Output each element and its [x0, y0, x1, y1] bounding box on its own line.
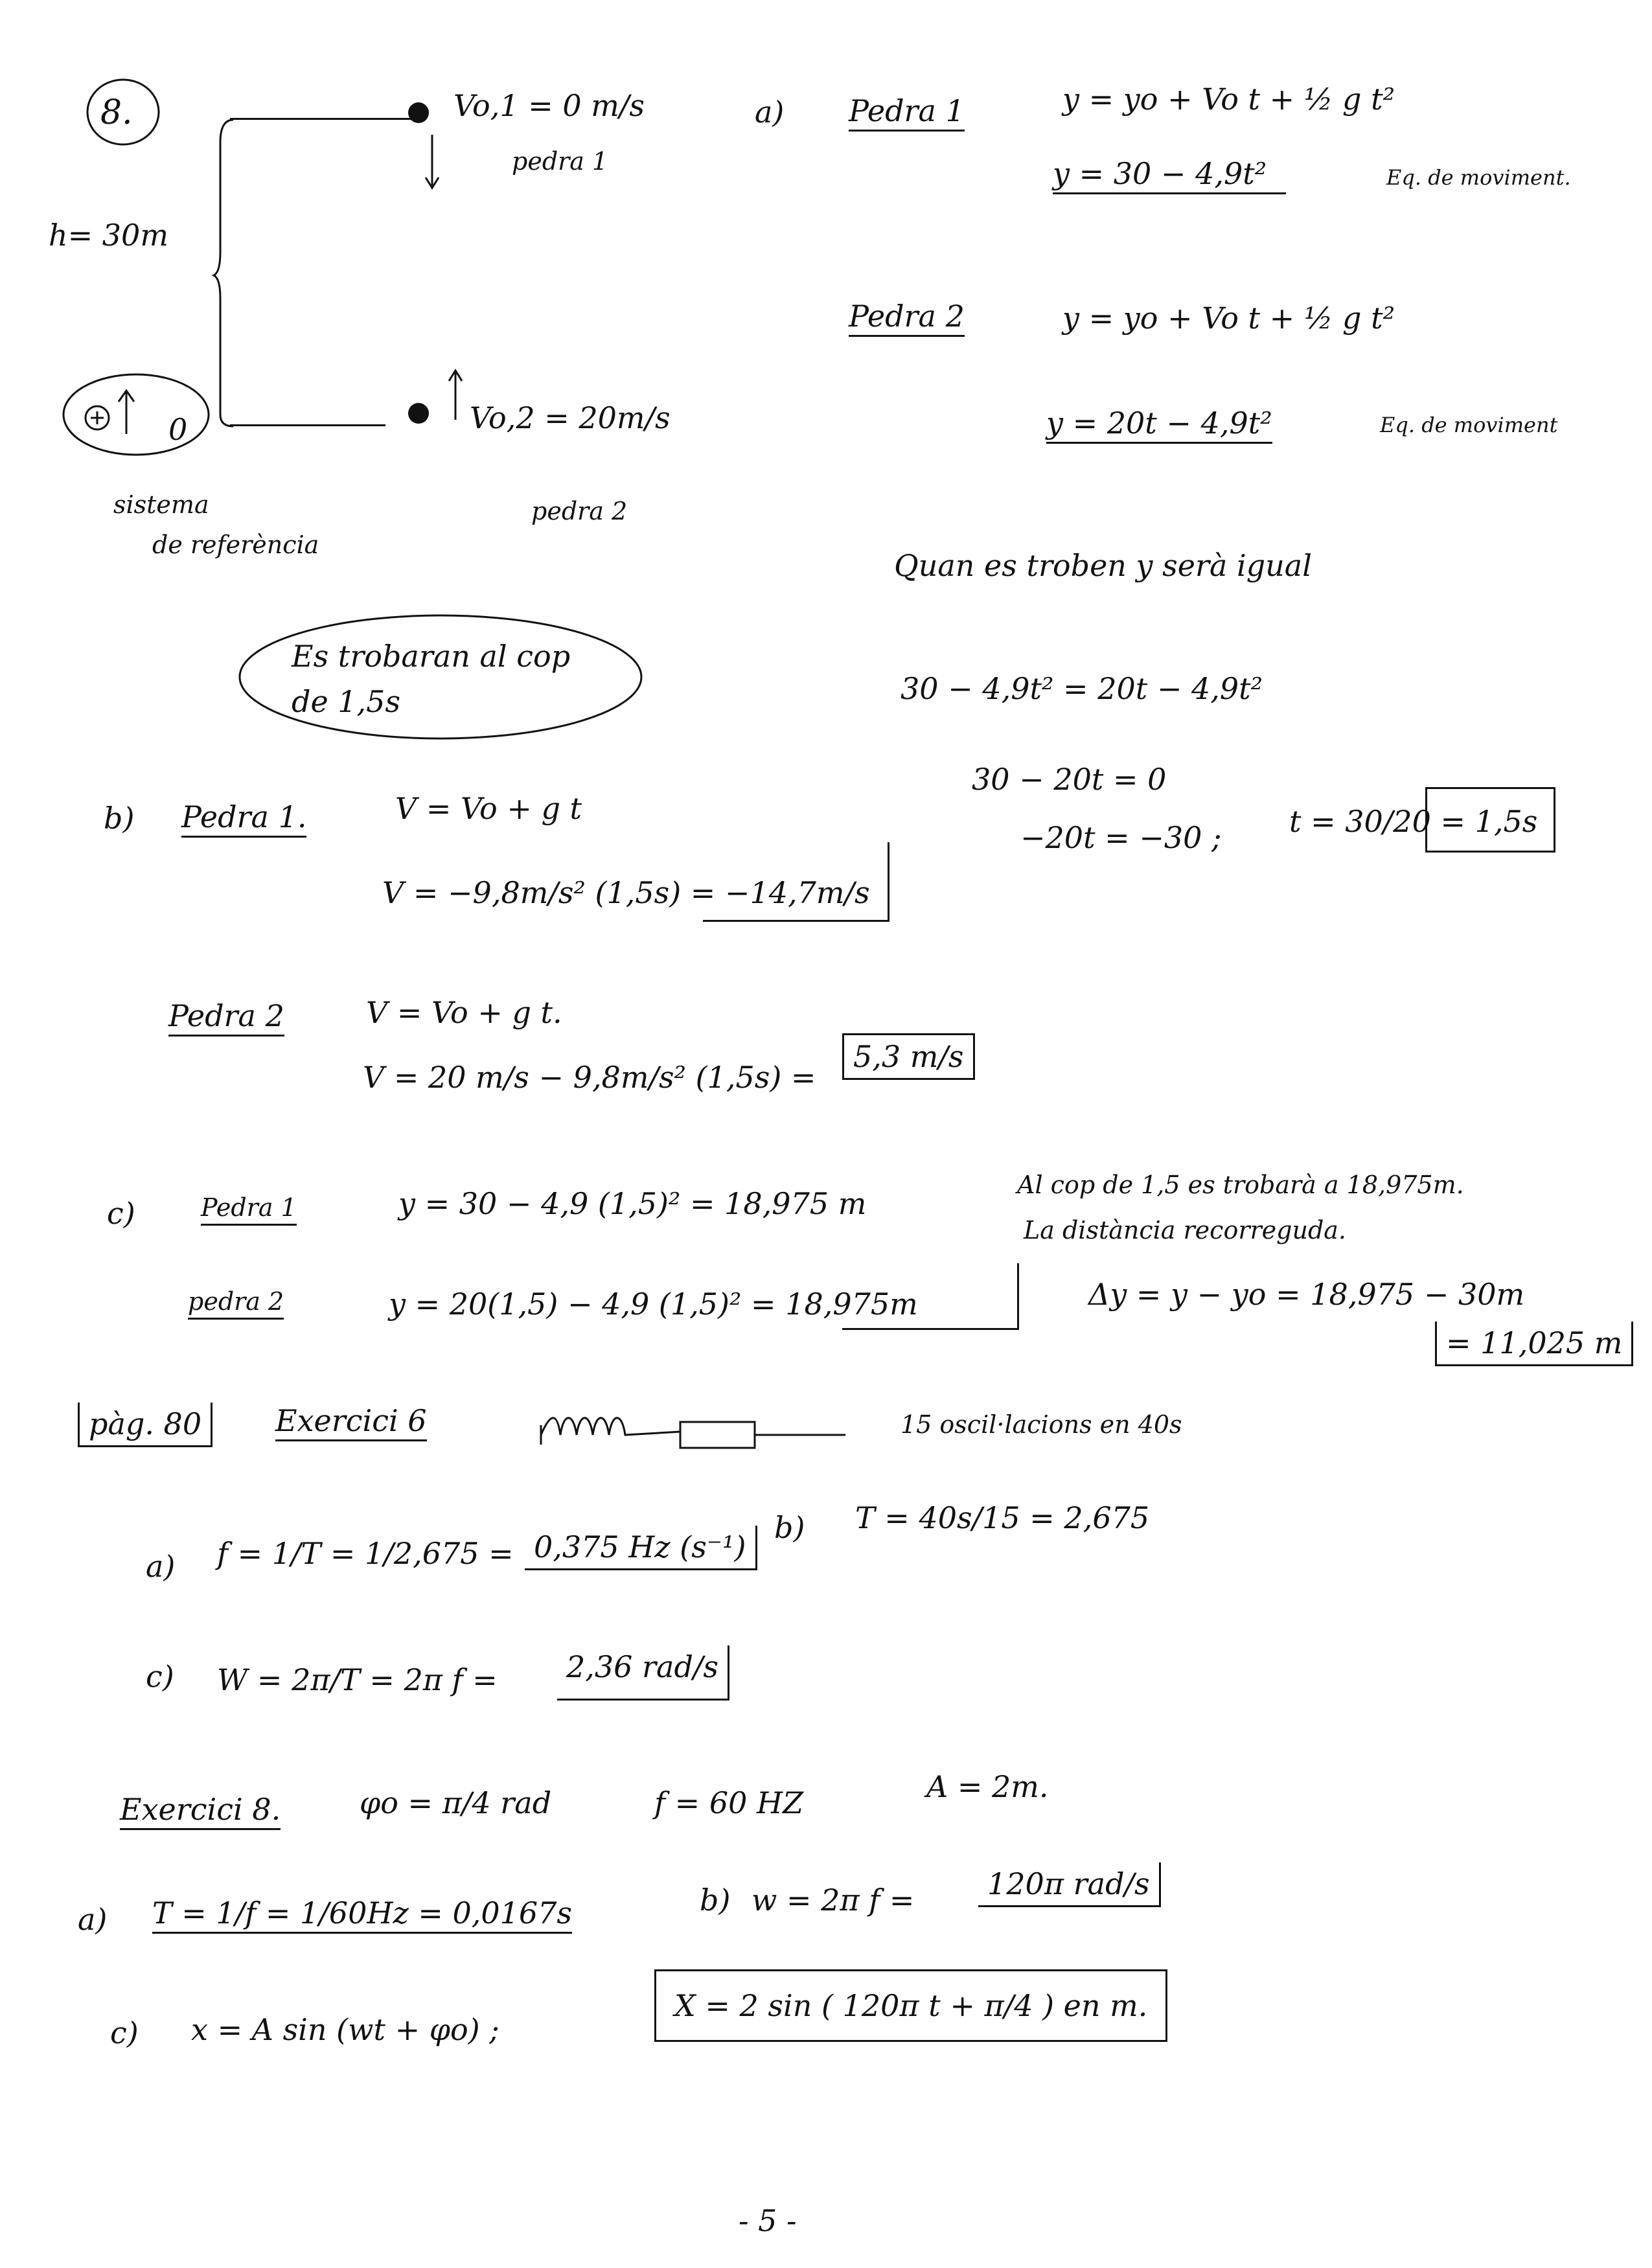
exercise-6-a-calc: f = 1/T = 1/2,675 = [217, 1536, 514, 1571]
problem-number-label: 8. [100, 93, 133, 132]
part-a-time-result-box [1425, 787, 1555, 853]
reference-system-line2: de referència [152, 531, 319, 559]
part-b-stone1-formula: V = Vo + g t [395, 791, 582, 826]
page-number: - 5 - [739, 2203, 797, 2238]
part-b-stone2-result: 5,3 m/s [842, 1033, 975, 1080]
exercise-6-a-result: 0,375 Hz (s⁻¹) [525, 1526, 757, 1570]
spring-mass-icon [541, 1412, 787, 1458]
part-b-stone1-title: Pedra 1. [181, 802, 306, 838]
page-reference: pàg. 80 [78, 1403, 212, 1447]
part-a-equation-3: −20t = −30 ; [1020, 820, 1222, 855]
part-a-equation-2: 30 − 20t = 0 [972, 762, 1167, 797]
exercise-8-b-letter: b) [700, 1883, 731, 1918]
exercise-8-frequency: f = 60 HZ [654, 1785, 804, 1820]
part-c-stone1-note-line2: La distància recorreguda. [1024, 1216, 1347, 1244]
part-c-delta: Δy = y − yo = 18,975 − 30m [1088, 1277, 1525, 1312]
exercise-8-a-letter: a) [78, 1902, 108, 1937]
part-b-stone2-title: Pedra 2 [168, 1001, 284, 1037]
part-b-stone2-calc: V = 20 m/s − 9,8m/s² (1,5s) = [363, 1060, 816, 1095]
reference-system-circle [62, 372, 211, 457]
exercise-6-c-result: 2,36 rad/s [557, 1645, 729, 1701]
part-c-stone1-note-line1: Al cop de 1,5 es trobarà a 18,975m. [1017, 1171, 1464, 1199]
exercise-6-c-letter: c) [146, 1659, 174, 1694]
part-a-stone2-eq: y = 20t − 4,9t² [1046, 408, 1272, 444]
part-a-stone1-eq: y = 30 − 4,9t² [1053, 159, 1286, 194]
stone-1-label: pedra 1 [512, 147, 608, 176]
part-a-stone1-title: Pedra 1 [849, 96, 965, 132]
part-a-stone2-eq-note: Eq. de moviment [1380, 413, 1558, 437]
stone-2-velocity: Vo,2 = 20m/s [470, 400, 671, 435]
exercise-8-title: Exercici 8. [120, 1794, 281, 1830]
part-a-stone1-general-eq: y = yo + Vo t + ½ g t² [1062, 82, 1395, 117]
part-c-letter: c) [107, 1196, 135, 1231]
exercise-8-amplitude: A = 2m. [926, 1769, 1049, 1804]
part-a-equation-1: 30 − 4,9t² = 20t − 4,9t² [901, 671, 1263, 706]
exercise-8-c-result: X = 2 sin ( 120π t + π/4 ) en m. [654, 1969, 1167, 2042]
part-a-stone2-title: Pedra 2 [849, 301, 965, 337]
origin-label: 0 [168, 412, 188, 447]
exercise-6-title: Exercici 6 [275, 1406, 427, 1441]
part-c-stone2-calc: y = 20(1,5) − 4,9 (1,5)² = 18,975m [389, 1287, 918, 1322]
part-a-stone1-eq-note: Eq. de moviment. [1386, 165, 1571, 190]
meeting-note-line1: Es trobaran al cop [292, 639, 571, 674]
height-brace [214, 117, 253, 441]
exercise-8-b-calc: w = 2π f = [751, 1883, 915, 1918]
exercise-6-a-letter: a) [146, 1549, 176, 1584]
reference-system-line1: sistema [113, 490, 209, 519]
exercise-8-phase: φo = π/4 rad [360, 1785, 552, 1820]
part-c-stone2-title: pedra 2 [188, 1289, 284, 1320]
part-b-stone1-calc: V = −9,8m/s² (1,5s) = −14,7m/s [382, 875, 870, 910]
exercise-8-c-calc: x = A sin (wt + φo) ; [191, 2012, 499, 2047]
top-level-line [230, 118, 418, 120]
part-a-letter: a) [755, 95, 785, 130]
exercise-8-b-result: 120π rad/s [978, 1862, 1161, 1907]
part-a-time-result-text: t = 30/20 = 1,5s [1289, 804, 1538, 839]
exercise-8-a-calc: T = 1/f = 1/60Hz = 0,0167s [152, 1898, 572, 1934]
exercise-6-given: 15 oscil·lacions en 40s [901, 1410, 1182, 1439]
exercise-6-b-letter: b) [774, 1510, 805, 1545]
meeting-note-bubble [236, 612, 645, 742]
stone-1-velocity: Vo,1 = 0 m/s [453, 88, 645, 123]
part-a-stone2-general-eq: y = yo + Vo t + ½ g t² [1062, 301, 1395, 336]
ground-level-line [230, 424, 385, 426]
part-b-stone2-formula: V = Vo + g t. [366, 995, 562, 1030]
exercise-6-b-calc: T = 40s/15 = 2,675 [855, 1500, 1150, 1535]
part-b-stone1-result-box [703, 842, 889, 922]
part-b-letter: b) [104, 801, 135, 836]
exercise-8-c-letter: c) [110, 2015, 139, 2050]
arrow-down-icon [422, 135, 442, 193]
part-c-stone1-calc: y = 30 − 4,9 (1,5)² = 18,975 m [398, 1186, 867, 1221]
meeting-note-line2: de 1,5s [292, 684, 401, 719]
part-c-stone2-result-box [842, 1263, 1019, 1330]
exercise-6-c-calc: W = 2π/T = 2π f = [217, 1662, 498, 1697]
part-c-stone1-title: Pedra 1 [201, 1195, 297, 1226]
stone-1 [408, 102, 429, 123]
stone-2-label: pedra 2 [531, 497, 628, 525]
stone-2 [408, 403, 429, 424]
part-a-when-text: Quan es troben y serà igual [894, 548, 1312, 583]
part-c-delta-result: = 11,025 m [1435, 1322, 1633, 1366]
arrow-up-icon [446, 369, 465, 421]
height-label: h= 30m [49, 218, 168, 253]
